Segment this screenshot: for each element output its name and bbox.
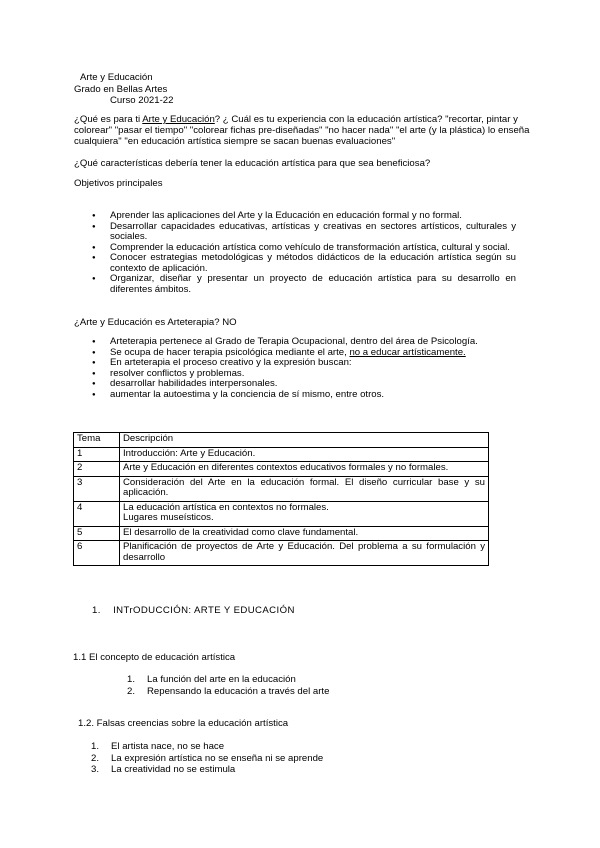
table-row <box>74 462 489 477</box>
arteterapia-item: ● desarrollar habilidades interpersonales. <box>92 379 492 390</box>
table-row <box>74 526 489 541</box>
cell-tema: 3 <box>74 476 120 501</box>
section-1-heading <box>92 605 295 616</box>
cell-line: Lugares museísticos. <box>123 512 214 523</box>
objectives-heading: Objetivos principales <box>74 178 163 189</box>
section-1-title: INTrODUCCIÓN: ARTE Y EDUCACIÓN <box>113 605 295 616</box>
subsection-1-2-list <box>91 741 323 776</box>
cell-descripcion: Introducción: Arte y Educación. <box>120 447 489 462</box>
cell-descripcion: El desarrollo de la creatividad como clave fundamental. <box>120 526 489 541</box>
cell-descripcion: Planificación de proyectos de Arte y Educación. Del problema a su formulación y desarrollo <box>120 541 489 566</box>
list-text: La expresión artística no se enseña ni se aprende <box>111 752 324 764</box>
list-item <box>91 764 323 776</box>
cell-tema: 5 <box>74 526 120 541</box>
cell-descripcion <box>120 501 489 526</box>
intro-question-part1: ¿Qué es para ti <box>74 114 143 125</box>
list-text: La función del arte en la educación <box>147 674 296 685</box>
objective-item: ● Conocer estrategias metodológicas y métodos didácticos de la educación artística según su contexto de aplicación. <box>92 253 516 274</box>
arteterapia-item: ● Arteterapia pertenece al Grado de Terapia Ocupacional, dentro del área de Psicología. <box>92 337 492 348</box>
cell-tema: 4 <box>74 501 120 526</box>
list-item <box>91 741 323 753</box>
cell-descripcion: Arte y Educación en diferentes contextos educativos formales y no formales. <box>120 462 489 477</box>
list-text: Repensando la educación a través del arte <box>147 685 330 697</box>
header-cell-tema: Tema <box>74 433 120 448</box>
table-row <box>74 476 489 501</box>
doc-title: Arte y Educación <box>80 72 153 83</box>
intro-paragraph <box>74 114 530 147</box>
intro-question-part2: ? ¿ Cuál es tu experiencia con la educación artística? "recortar, pintar y colorear" "pasar el tiempo" "colorear fichas pre-diseñadas" "no hacer nada" "el arte (y la plástica) lo enseña cualquiera" "en educación artística siempre se sacan buenas evaluaciones" <box>74 114 530 147</box>
list-number: 2. <box>91 752 100 764</box>
table-row <box>74 447 489 462</box>
cell-descripcion: Consideración del Arte en la educación formal. El diseño curricular base y su aplicación. <box>120 476 489 501</box>
list-number: 2. <box>127 685 136 697</box>
list-item <box>127 674 329 686</box>
list-item <box>91 753 323 765</box>
topics-table <box>73 432 489 566</box>
objective-item: ● Comprender la educación artística como vehículo de transformación artística, cultural y social. <box>92 243 516 254</box>
section-1-number: 1. <box>92 605 101 616</box>
cell-line: La educación artística en contextos no formales. <box>123 501 329 513</box>
list-text: El artista nace, no se hace <box>111 741 225 752</box>
objective-item: ● Aprender las aplicaciones del Arte y la Educación en educación formal y no formal. <box>92 211 516 222</box>
list-text: La creatividad no se estimula <box>111 764 236 775</box>
objective-item: ● Organizar, diseñar y presentar un proyecto de educación artística para su desarrollo en diferentes ámbitos. <box>92 274 516 295</box>
cell-tema: 1 <box>74 447 120 462</box>
list-item <box>127 686 329 698</box>
arteterapia-list <box>92 337 492 400</box>
subsection-1-1-title: 1.1 El concepto de educación artística <box>73 652 236 663</box>
cell-tema: 2 <box>74 462 120 477</box>
question-characteristics: ¿Qué características debería tener la educación artística para que sea beneficiosa? <box>74 158 431 169</box>
subsection-1-1-list <box>127 674 329 697</box>
objective-item: ● Desarrollar capacidades educativas, artísticas y creativas en sectores artísticos, culturales y sociales. <box>92 222 516 243</box>
degree-label: Grado en Bellas Artes <box>74 84 168 95</box>
header-cell-descripcion: Descripción <box>120 433 489 448</box>
arteterapia-question: ¿Arte y Educación es Arteterapia? NO <box>74 317 237 328</box>
arteterapia-item: ● aumentar la autoestima y la conciencia de sí mismo, entre otros. <box>92 390 492 401</box>
table-row <box>74 501 489 526</box>
arteterapia-item-underlined: no a educar artísticamente. <box>349 346 466 358</box>
subsection-1-2-title: 1.2. Falsas creencias sobre la educación artística <box>78 718 289 729</box>
arteterapia-item-text: Se ocupa de hacer terapia psicológica mediante el arte, <box>110 346 350 358</box>
table-header-row <box>74 433 489 448</box>
cell-tema: 6 <box>74 541 120 566</box>
course-label: Curso 2021-22 <box>110 95 174 106</box>
table-row <box>74 541 489 566</box>
intro-question-underlined: Arte y Educación <box>142 114 215 125</box>
objectives-list <box>92 211 516 295</box>
arteterapia-item: ● resolver conflictos y problemas. <box>92 369 492 380</box>
list-number: 1. <box>91 741 100 752</box>
list-number: 3. <box>91 764 100 775</box>
list-number: 1. <box>127 674 136 685</box>
arteterapia-item: ● En arteterapia el proceso creativo y la expresión buscan: <box>92 358 492 369</box>
